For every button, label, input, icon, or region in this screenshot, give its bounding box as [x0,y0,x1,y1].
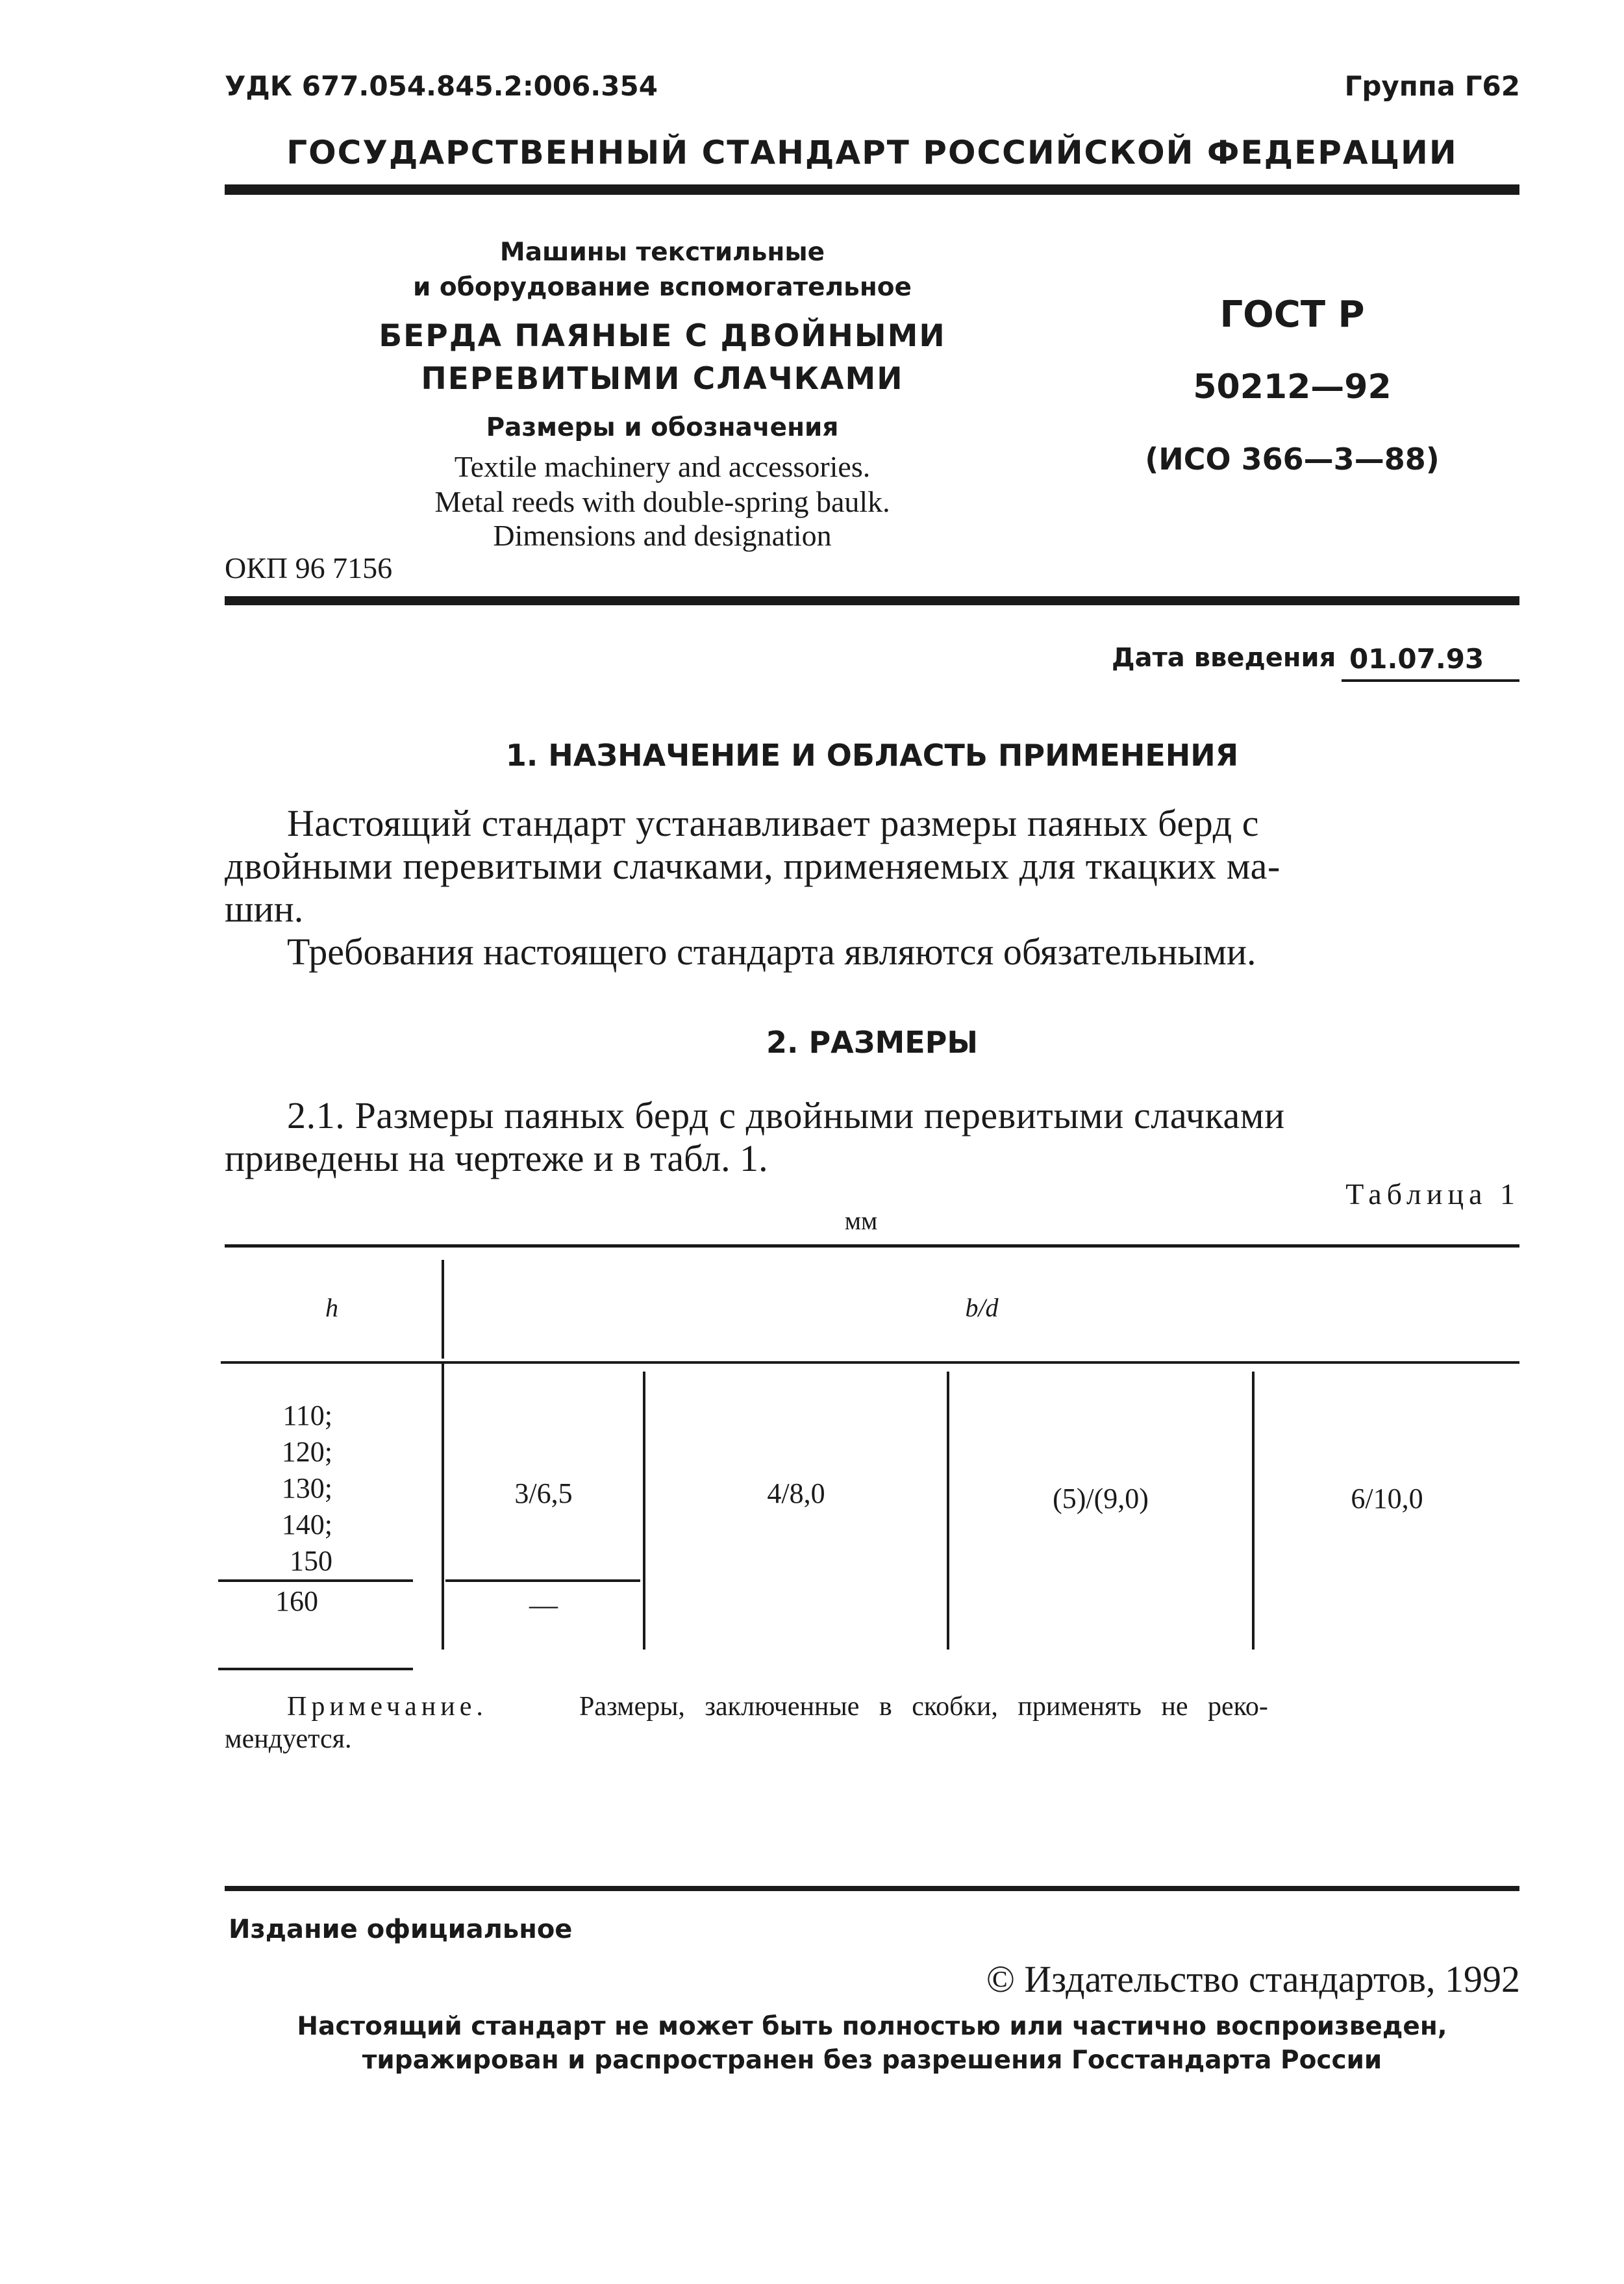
h-value-2: 120; [281,1436,332,1468]
edition-label: Издание официальное [229,1914,573,1944]
copyright: © Издательство стандартов, 1992 [986,1958,1520,2000]
english-line-3: Dimensions and designation [493,519,832,552]
table-top-rule [225,1244,1519,1248]
english-line-1: Textile machinery and accessories. [454,450,871,483]
category-line-1: Машины текстильные [499,238,825,267]
iso-reference: (ИСО 366—3—88) [1145,442,1440,477]
state-standard-title: ГОСУДАРСТВЕННЫЙ СТАНДАРТ РОССИЙСКОЙ ФЕДЕРАЦИИ [286,134,1458,171]
notice-line-1: Настоящий стандарт не может быть полностью или частично воспроизведен, [297,2012,1447,2041]
okp-code: ОКП 96 7156 [225,551,393,584]
note-line-2: мендуется. [225,1724,352,1754]
gost-label: ГОСТ Р [1219,294,1365,336]
subtitle: Размеры и обозначения [486,413,839,442]
table-header-rule [221,1361,1519,1364]
category-line-2: и оборудование вспомогательное [412,273,912,302]
column-header-bd: b/d [965,1293,999,1322]
note-label: Примечание. [287,1692,488,1722]
group-code: Группа Г62 [1344,70,1520,102]
column-header-h: h [325,1293,338,1322]
note-line-1: Размеры, заключенные в скобки, применять не реко- [579,1692,1268,1722]
bd-column-split-rule [445,1579,640,1582]
notice-line-2: тиражирован и распространен без разрешения Госстандарта России [362,2046,1382,2075]
h-value-1: 110; [282,1399,332,1431]
bd-value-1-dash: — [529,1589,558,1621]
intro-date-label: Дата введения [1112,643,1336,673]
h-value-5: 150 [290,1545,332,1577]
section-2-paragraph-line-2: приведены на чертеже и в табл. 1. [225,1137,768,1179]
section-1-paragraph-1-line-2: двойными перевитыми слачками, применяемых для ткацких ма- [225,845,1280,887]
h-value-last: 160 [275,1585,318,1617]
table-column-divider-2 [643,1372,645,1650]
section-2-heading: 2. РАЗМЕРЫ [766,1025,979,1060]
table-unit: мм [844,1206,878,1235]
table-caption: Таблица 1 [1345,1177,1520,1211]
header-rule [225,184,1519,195]
table-bottom-rule [218,1668,413,1670]
section-1-paragraph-1-line-1: Настоящий стандарт устанавливает размеры паяных берд с [287,802,1260,844]
title-block-rule [225,596,1519,605]
h-column-split-rule [218,1579,413,1582]
h-value-3: 130; [281,1472,332,1504]
gost-number: 50212—92 [1193,368,1392,407]
bd-value-2: 4/8,0 [767,1477,825,1509]
section-1-paragraph-2: Требования настоящего стандарта являются обязательными. [287,931,1256,973]
intro-date-underline [1342,679,1519,682]
section-1-paragraph-1-line-3: шин. [225,888,304,930]
english-line-2: Metal reeds with double-spring baulk. [434,485,890,518]
bd-value-4: 6/10,0 [1351,1483,1423,1514]
udc-code: УДК 677.054.845.2:006.354 [225,70,658,102]
h-value-4: 140; [281,1509,332,1540]
bd-value-3: (5)/(9,0) [1053,1483,1149,1514]
title-line-2: ПЕРЕВИТЫМИ СЛАЧКАМИ [421,361,904,397]
section-1-heading: 1. НАЗНАЧЕНИЕ И ОБЛАСТЬ ПРИМЕНЕНИЯ [505,738,1239,773]
footer-rule [225,1886,1519,1891]
intro-date-value: 01.07.93 [1349,643,1484,675]
section-2-paragraph-line-1: 2.1. Размеры паяных берд с двойными перевитыми слачками [287,1094,1285,1136]
title-line-1: БЕРДА ПАЯНЫЕ С ДВОЙНЫМИ [379,318,946,354]
bd-value-1: 3/6,5 [514,1477,573,1509]
